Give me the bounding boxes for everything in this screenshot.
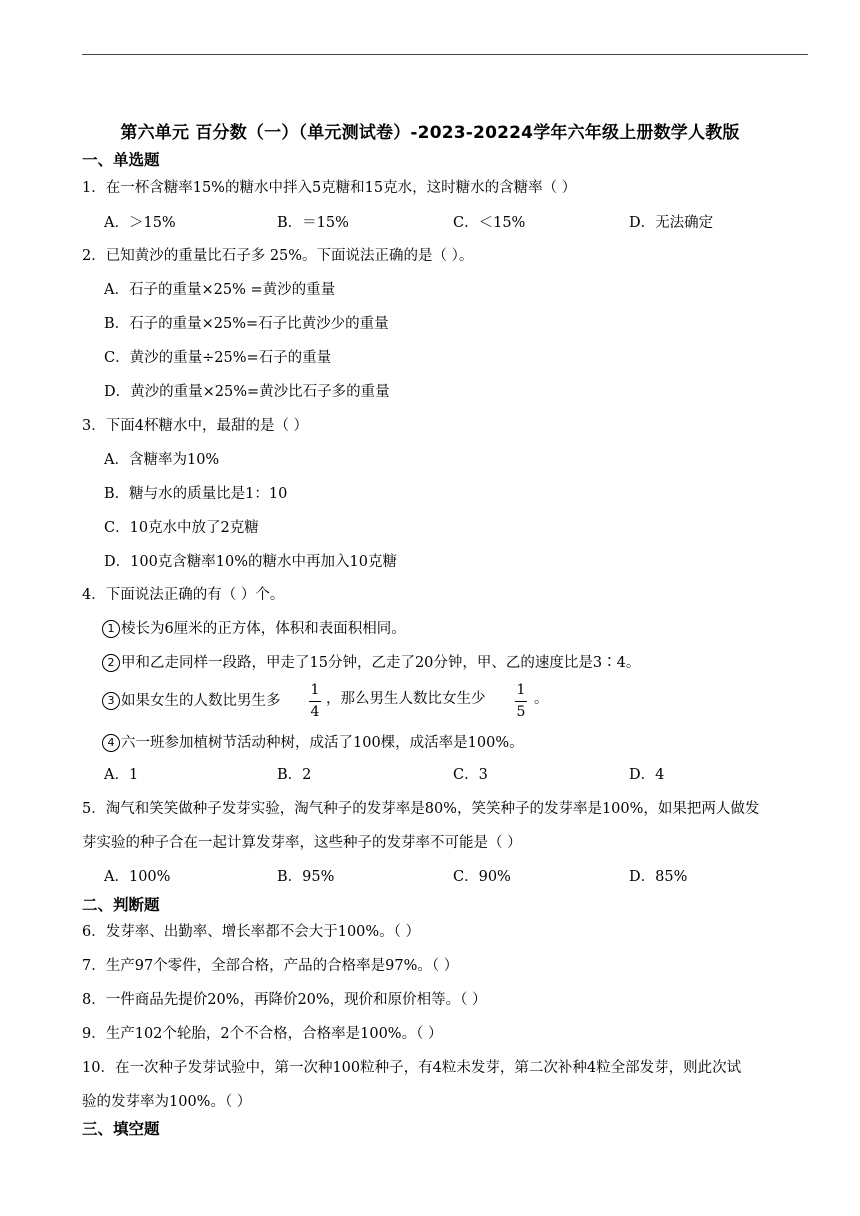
fraction-numerator: 1 xyxy=(310,682,320,698)
question-3: 3．下面4杯糖水中，最甜的是（ ） xyxy=(82,418,309,434)
fraction-one-quarter xyxy=(309,683,321,719)
q4-statement-1-text: 棱长为6厘米的正方体，体积和表面积相同。 xyxy=(121,621,406,637)
circled-number-4: 4 xyxy=(102,734,120,752)
question-6: 6．发芽率、出勤率、增长率都不会大于100%。（ ） xyxy=(82,924,421,940)
q5-option-b[interactable]: B．95% xyxy=(277,869,335,885)
section-heading-single-choice: 一、单选题 xyxy=(82,151,160,169)
q4-statement-2-text: 甲和乙走同样一段路，甲走了15分钟，乙走了20分钟，甲、乙的速度比是3∶4。 xyxy=(121,655,641,671)
q4-option-c[interactable]: C．3 xyxy=(453,767,488,783)
q3-option-c[interactable]: C．10克水中放了2克糖 xyxy=(104,520,259,536)
q4-statement-3-text-a: 如果女生的人数比男生多 xyxy=(121,693,281,709)
question-10-line-1: 10．在一次种子发芽试验中，第一次种100粒种子，有4粒未发芽，第二次补种4粒全部发芽，则此次试 xyxy=(82,1060,742,1076)
q4-statement-2 xyxy=(102,654,640,672)
q1-option-b[interactable]: B．＝15% xyxy=(277,215,349,231)
circled-number-1: 1 xyxy=(102,620,120,638)
circled-number-2: 2 xyxy=(102,654,120,672)
q3-option-d[interactable]: D．100克含糖率10%的糖水中再加入10克糖 xyxy=(104,554,397,570)
q4-option-b[interactable]: B．2 xyxy=(277,767,312,783)
q1-option-c[interactable]: C．＜15% xyxy=(453,215,526,231)
q2-option-a[interactable]: A．石子的重量×25% =黄沙的重量 xyxy=(104,282,336,298)
circled-number-3: 3 xyxy=(102,692,120,710)
q4-option-a[interactable]: A．1 xyxy=(104,767,139,783)
q2-option-c[interactable]: C．黄沙的重量÷25%=石子的重量 xyxy=(104,350,332,366)
question-10-line-2: 验的发芽率为100%。（ ） xyxy=(82,1094,252,1110)
q2-option-b[interactable]: B．石子的重量×25%=石子比黄沙少的重量 xyxy=(104,316,389,332)
fraction-numerator: 1 xyxy=(516,682,526,698)
fraction-bar xyxy=(309,701,321,702)
q4-statement-3-text-b: ，那么男生人数比女生少 xyxy=(326,691,486,707)
q1-option-d[interactable]: D．无法确定 xyxy=(629,215,714,231)
question-2: 2．已知黄沙的重量比石子多 25%。下面说法正确的是（ ）。 xyxy=(82,248,474,264)
q5-option-d[interactable]: D．85% xyxy=(629,869,688,885)
q5-option-a[interactable]: A．100% xyxy=(104,869,171,885)
q4-statement-4 xyxy=(102,734,524,752)
section-heading-true-false: 二、判断题 xyxy=(82,896,160,914)
question-8: 8．一件商品先提价20%，再降价20%，现价和原价相等。（ ） xyxy=(82,992,487,1008)
header-rule xyxy=(82,54,808,55)
q4-statement-3 xyxy=(102,692,281,710)
question-5-line-1: 5．淘气和笑笑做种子发芽实验，淘气种子的发芽率是80%，笑笑种子的发芽率是100%，如果把两人做发 xyxy=(82,801,760,817)
section-heading-fill-in: 三、填空题 xyxy=(82,1120,160,1138)
question-1: 1．在一杯含糖率15%的糖水中拌入5克糖和15克水，这时糖水的含糖率（ ） xyxy=(82,180,577,196)
question-9: 9．生产102个轮胎，2个不合格，合格率是100%。（ ） xyxy=(82,1026,443,1042)
question-7: 7．生产97个零件，全部合格，产品的合格率是97%。（ ） xyxy=(82,958,459,974)
fraction-denominator: 5 xyxy=(516,704,526,720)
q4-option-d[interactable]: D．4 xyxy=(629,767,665,783)
q4-statement-4-text: 六一班参加植树节活动种树，成活了100棵，成活率是100%。 xyxy=(121,735,524,751)
fraction-denominator: 4 xyxy=(310,704,320,720)
q3-option-a[interactable]: A．含糖率为10% xyxy=(104,452,220,468)
fraction-bar xyxy=(515,701,527,702)
q2-option-d[interactable]: D．黄沙的重量×25%=黄沙比石子多的重量 xyxy=(104,384,390,400)
q1-option-a[interactable]: A．＞15% xyxy=(104,215,176,231)
question-5-line-2: 芽实验的种子合在一起计算发芽率，这些种子的发芽率不可能是（ ） xyxy=(82,835,522,851)
q4-statement-3-text-c: 。 xyxy=(534,691,549,707)
fraction-one-fifth xyxy=(515,683,527,719)
question-4: 4．下面说法正确的有（ ）个。 xyxy=(82,587,285,603)
q3-option-b[interactable]: B．糖与水的质量比是1：10 xyxy=(104,486,288,502)
q5-option-c[interactable]: C．90% xyxy=(453,869,511,885)
q4-statement-1 xyxy=(102,620,406,638)
page-title: 第六单元 百分数（一）（单元测试卷）-2023-20224学年六年级上册数学人教版 xyxy=(120,123,740,143)
